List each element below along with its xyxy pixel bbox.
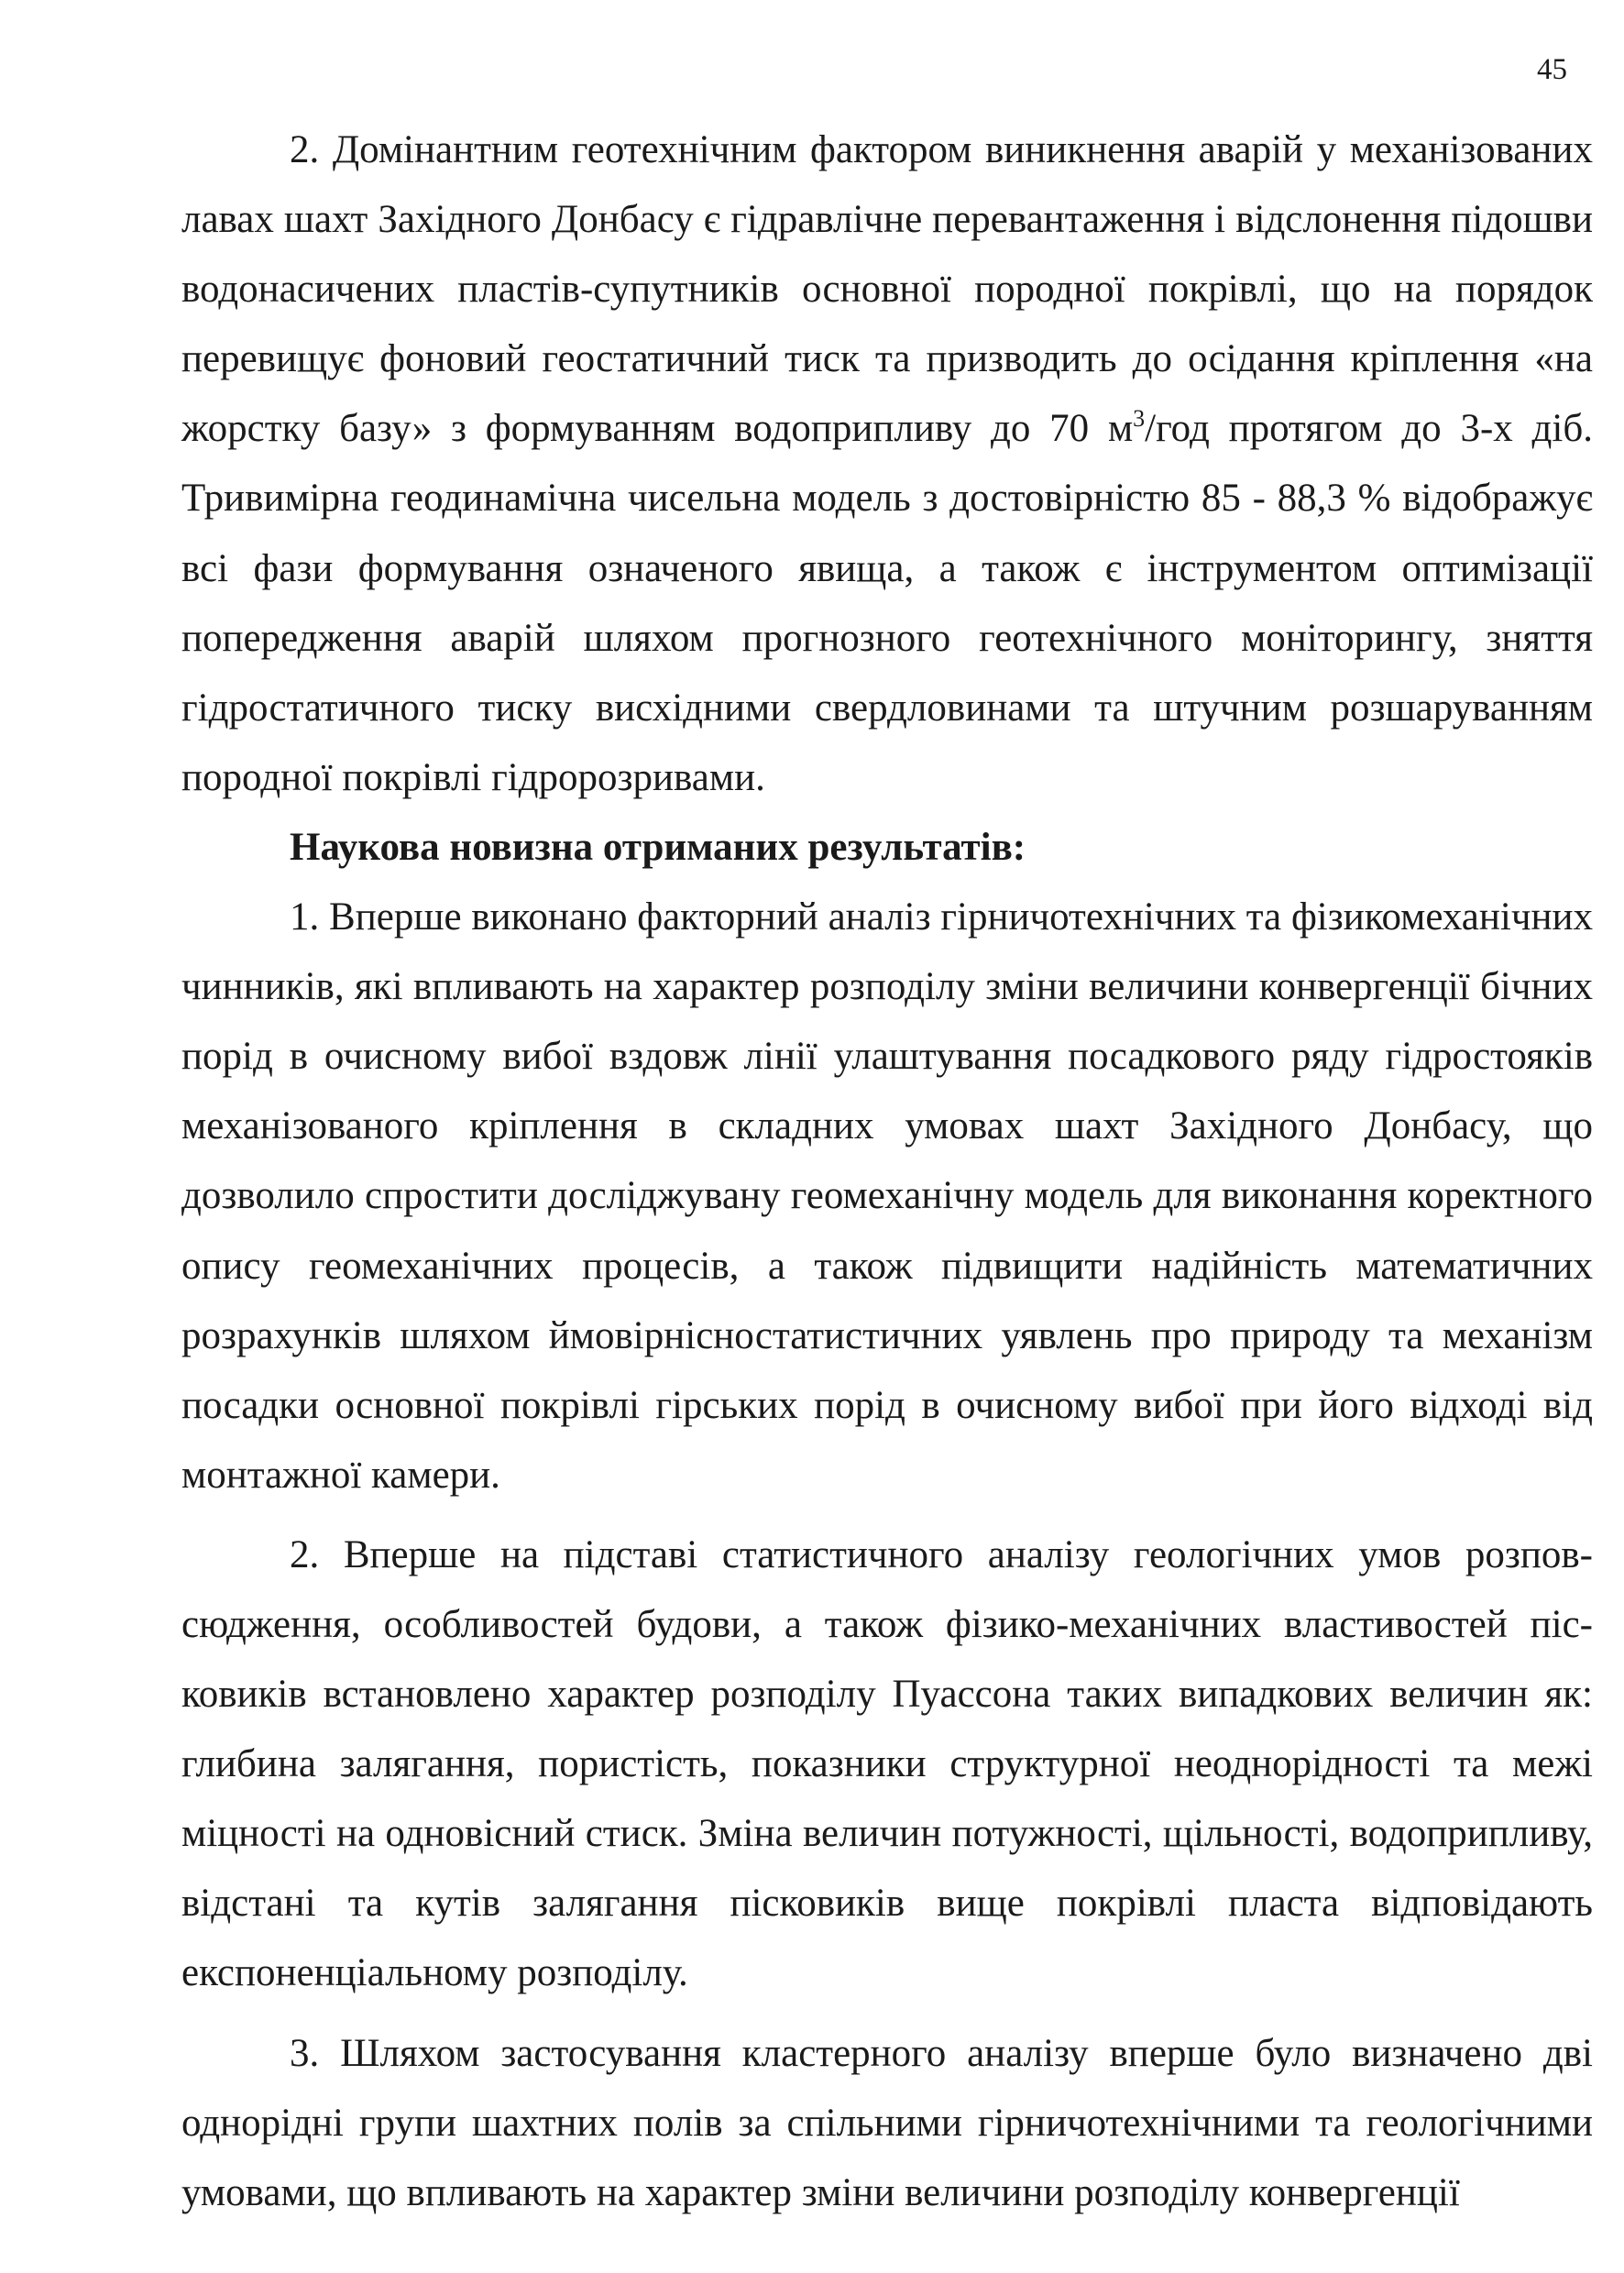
page-number: 45 [1537,53,1567,86]
paragraph-geotechnical-factor [181,115,1593,813]
superscript-exponent: 3 [1133,405,1146,433]
paragraph-novelty-1: 1. Вперше виконано факторний аналіз гірничотехнічних та фізикомеханічних чинників, які впливають на характер розподілу зміни величини конвергенції бічних порід в очисному вибої вздовж лінії улаштування посадкового ряду гідростояків механізованого кріплення в складних умовах шахт Західного Донбасу, що дозволило спростити досліджувану геомеханічну модель для виконання коректного опису геомеханічних процесів, а також підвищити надійність математичних розрахунків шляхом ймовірнісностатистичних уявлень про природу та механізм посадки основної покрівлі гірських порід в очисному вибої при його відході від монтажної камери. [181,895,1593,1497]
paragraph-text-continued: /год протягом до 3-х діб. Тривимірна геодинамічна чисельна модель з достовірністю 85 - 88,3 % відображує всі фази формування означеного явища, а також є інструментом оптимізації попередження аварій шляхом прогнозного геотехнічного моніторингу, зняття гідростатичного тиску висхідними свердловинами та штучним розшаруванням породної покрівлі гідророзривами. [181,407,1593,799]
paragraph-novelty-2: 2. Вперше на підставі статистичного аналізу геологічних умов розповсюдження, особливостей будови, а також фізико-механічних властивостей пісковиків встановлено характер розподілу Пуассона таких випадкових величин як: глибина залягання, пористість, показники структурної неоднорідності та межі міцності на одновісний стиск. Зміна величин потужності, щільності, водоприпливу, відстані та кутів залягання пісковиків вище покрівлі пласта відповідають експоненціальному розподілу. [181,1532,1593,1995]
document-body [181,115,1593,2228]
paragraph-text: 2. Домінантним геотехнічним фактором виникнення аварій у механізованих лавах шахт Західного Донбасу є гідравлічне перевантаження і відслонення підошви водонасичених пластів-супутників основної породної покрівлі, що на порядок перевищує фоновий геостатичний тиск та призводить до осідання кріплення «на жорстку базу» з формуванням водоприпливу до 70 м [181,128,1593,451]
paragraph-novelty-3: 3. Шляхом застосування кластерного аналізу вперше було визначено дві однорідні групи шахтних полів за спільними гірничотехнічними та геологічними умовами, що впливають на характер зміни величини розподілу конвергенції [181,2031,1593,2214]
section-heading: Наукова новизна отриманих результатів: [290,825,1026,869]
